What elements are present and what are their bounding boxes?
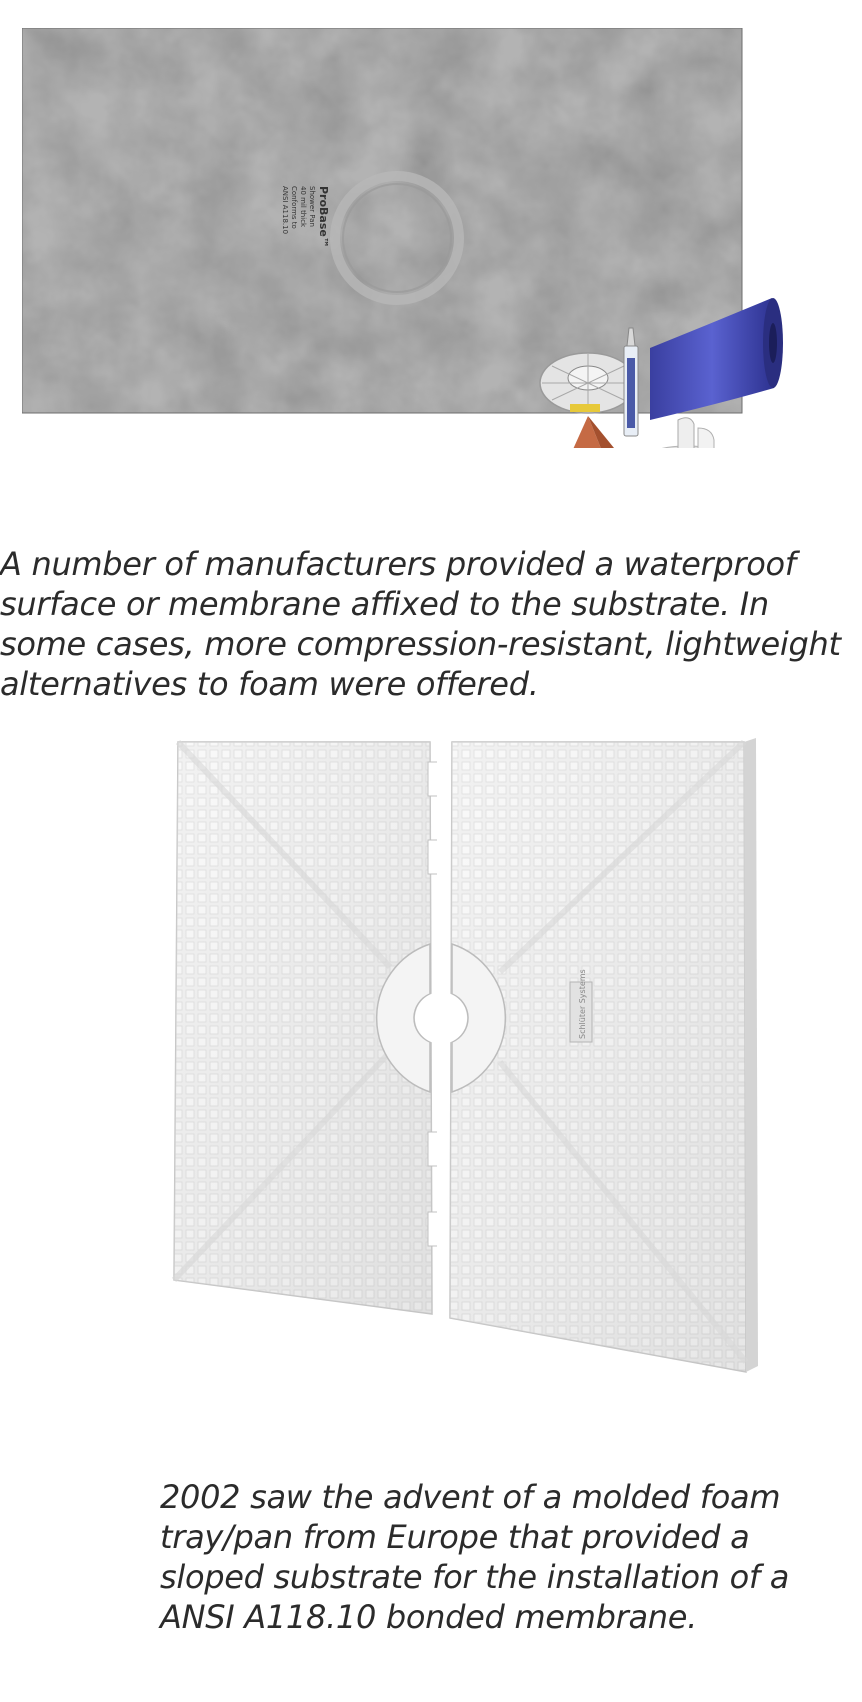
tray-left-half: [174, 742, 440, 1314]
caption-line: ANSI A118.10 bonded membrane.: [160, 1598, 697, 1636]
foam-tray-photo: [160, 712, 840, 1472]
tray-label-text: Schlüter Systems: [578, 969, 587, 1039]
drain-flange-icon: [540, 353, 636, 413]
caption-line: A number of manufacturers provided a waterproof: [0, 545, 796, 583]
drain-support-icon: [649, 418, 725, 448]
corner-piece-icon: [570, 416, 614, 448]
membrane-label-line: ProBase™: [317, 186, 330, 248]
caption-line: tray/pan from Europe that provided a: [160, 1518, 750, 1556]
membrane-label-line: Shower Pan: [308, 186, 316, 227]
caption-line: 2002 saw the advent of a molded foam: [160, 1478, 781, 1516]
caption-foam-tray: [160, 1477, 789, 1637]
membrane-label-line: ANSI A118.10: [281, 186, 289, 235]
membrane-sheet-photo: [22, 28, 802, 448]
tray-right-half: [450, 738, 758, 1372]
membrane-label-line: Conforms to: [290, 186, 298, 229]
caption-membrane: [0, 544, 841, 704]
membrane-label-line: 40 mil thick: [299, 186, 307, 228]
caption-line: alternatives to foam were offered.: [0, 665, 539, 703]
caption-line: some cases, more compression-resistant, lightweight: [0, 625, 841, 663]
caption-line: surface or membrane affixed to the substrate. In: [0, 585, 769, 623]
caption-line: sloped substrate for the installation of a: [160, 1558, 790, 1596]
